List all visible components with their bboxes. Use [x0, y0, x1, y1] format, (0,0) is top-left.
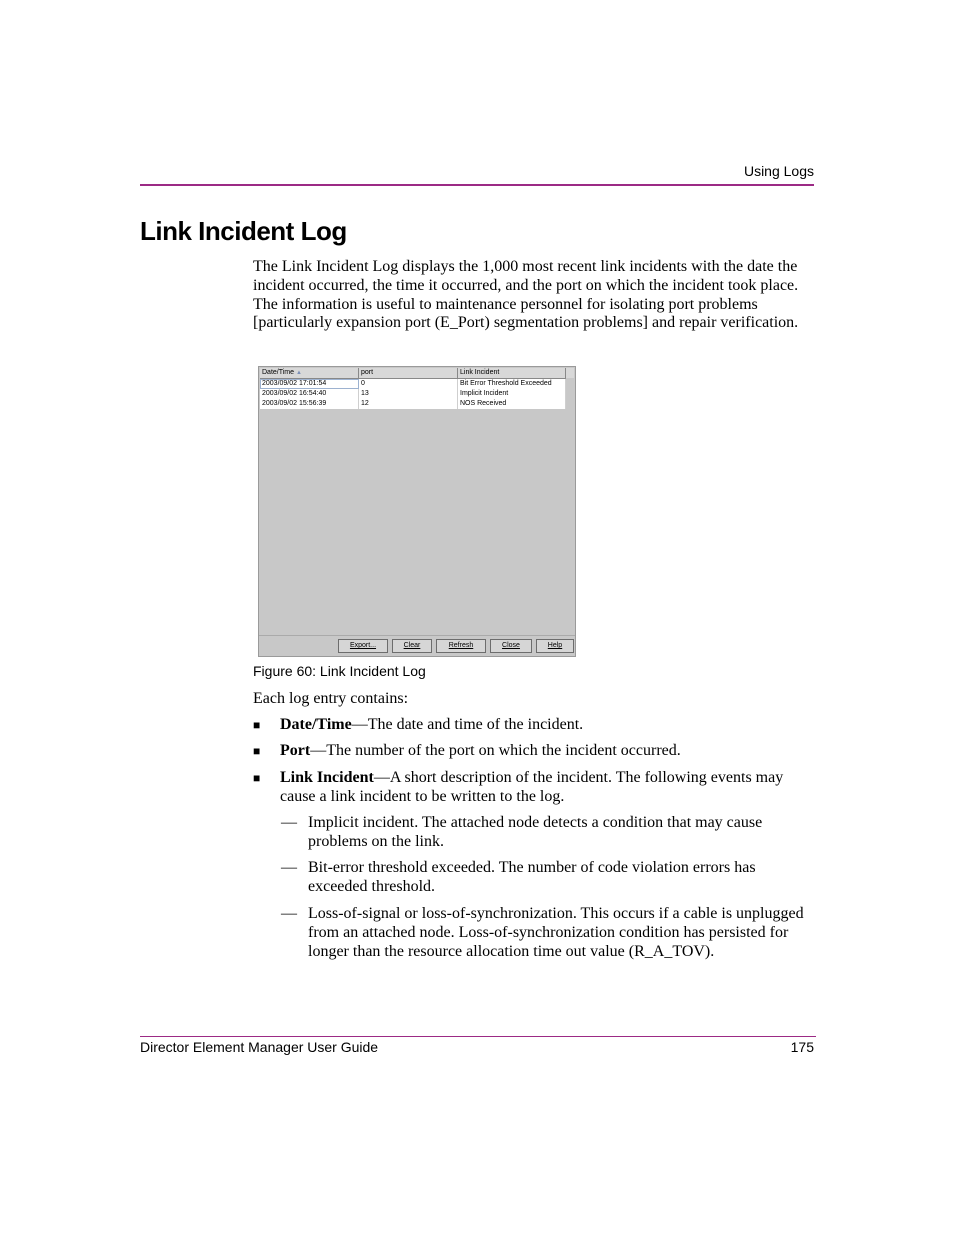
close-button[interactable]: Close — [490, 639, 532, 653]
section-title: Link Incident Log — [140, 216, 347, 246]
cell-incident: Implicit Incident — [458, 389, 566, 399]
cell-incident: NOS Received — [458, 399, 566, 409]
term-description: —The number of the port on which the incident occurred. — [310, 742, 681, 759]
refresh-button[interactable]: Refresh — [436, 639, 486, 653]
clear-button[interactable]: Clear — [392, 639, 432, 653]
table-header-row — [260, 368, 566, 379]
cell-port: 0 — [359, 379, 458, 390]
event-text: Loss-of-signal or loss-of-synchronization. This occurs if a cable is unplugged from an attached node. Loss-of-synchronization condition has persisted for longer than the resource allocation time out value (R_A_TOV). — [308, 905, 804, 960]
cell-port: 13 — [359, 389, 458, 399]
term: Port — [280, 742, 311, 759]
intro-paragraph: The Link Incident Log displays the 1,000 most recent link incidents with the date the incident occurred, the time it occurred, and the port on which the incident took place. The information is useful to maintenance personnel for isolating port problems [particularly expansion port (E_Port) segmentation problems] and repair verification. — [253, 258, 799, 332]
dash-icon: — — [281, 905, 297, 922]
column-header-port[interactable]: port — [359, 368, 458, 379]
cell-incident: Bit Error Threshold Exceeded — [458, 379, 566, 390]
incident-table — [260, 368, 566, 409]
footer-title: Director Element Manager User Guide — [140, 1039, 379, 1055]
sort-ascending-icon: ▲ — [295, 370, 302, 376]
table-row[interactable] — [260, 399, 566, 409]
running-head: Using Logs — [743, 163, 814, 179]
column-header-datetime[interactable]: Date/Time ▲ — [260, 368, 359, 379]
bullet-icon: ■ — [253, 744, 261, 758]
table-row[interactable] — [260, 389, 566, 399]
event-text: Bit-error threshold exceeded. The number of code violation errors has exceeded threshold. — [308, 859, 756, 895]
footer-rule — [140, 1036, 816, 1037]
entries-intro: Each log entry contains: — [253, 690, 409, 707]
button-bar — [259, 635, 575, 656]
export-button[interactable]: Export... — [338, 639, 388, 653]
dash-icon: — — [281, 859, 297, 876]
header-rule — [140, 184, 814, 186]
cell-port: 12 — [359, 399, 458, 409]
term: Date/Time — [280, 716, 352, 733]
bullet-icon: ■ — [253, 718, 261, 732]
term-description: —A short description of the incident. The following events may cause a link incident to be written to the log. — [280, 769, 784, 805]
figure-caption: Figure 60: Link Incident Log — [253, 663, 426, 679]
cell-datetime: 2003/09/02 15:56:39 — [260, 399, 359, 409]
help-button[interactable]: Help — [536, 639, 574, 653]
dash-icon: — — [281, 814, 297, 831]
cell-datetime: 2003/09/02 16:54:40 — [260, 389, 359, 399]
table-corner — [565, 368, 574, 378]
link-incident-log-window — [258, 366, 576, 657]
page-number: 175 — [790, 1039, 814, 1055]
term-description: —The date and time of the incident. — [351, 716, 584, 733]
term: Link Incident — [280, 769, 374, 786]
event-text: Implicit incident. The attached node detects a condition that may cause problems on the link. — [308, 814, 763, 850]
table-row[interactable] — [260, 379, 566, 390]
cell-datetime: 2003/09/02 17:01:54 — [260, 379, 359, 390]
bullet-icon: ■ — [253, 771, 261, 785]
column-header-link-incident[interactable]: Link Incident — [458, 368, 566, 379]
